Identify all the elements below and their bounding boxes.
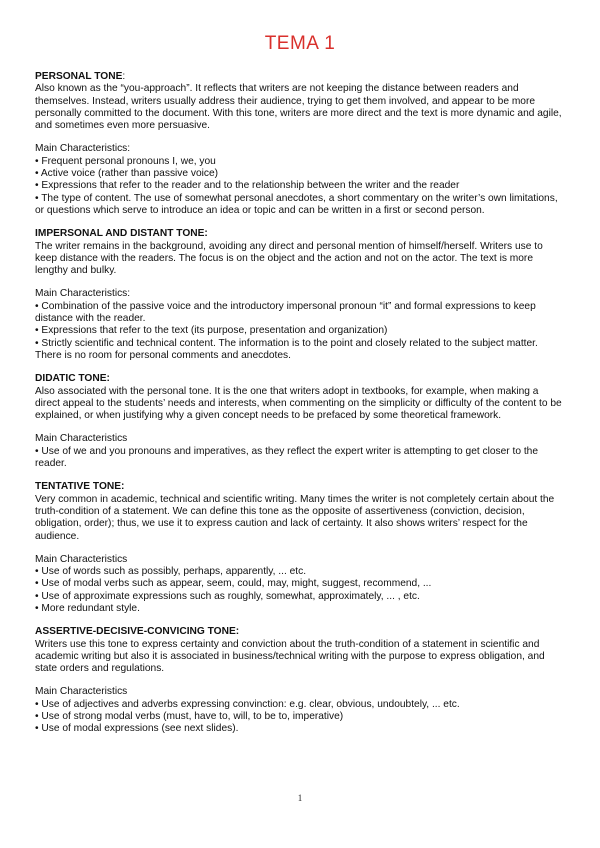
section-heading: DIDATIC TONE: bbox=[35, 373, 110, 385]
section-paragraph: Also known as the “you-approach”. It reflects that writers are not keeping the distance between readers and themselves. Instead, writers usually address their audience, trying to get them involved, and appear to be more personally committed to the document. With this tone, writers are more direct and the text is more dynamic and agile, and sometimes even more persuasive. bbox=[35, 83, 562, 132]
section-paragraph: Very common in academic, technical and scientific writing. Many times the writer is not completely certain about the truth-condition of a statement. We can define this tone as the opposite of assertiveness (conviction, decision, obligation, order); thus, we use it to express caution and lack of certainty. It also shows writers’ respect for the audience. bbox=[35, 493, 555, 542]
heading-suffix: : bbox=[122, 71, 126, 82]
list-item: • Strictly scientific and technical content. The information is to the point and closely related to the subject matter. There is no room for personal comments and anecdotes. bbox=[35, 337, 538, 361]
main-characteristics-label: Main Characteristics: bbox=[35, 143, 131, 155]
section-tentative-tone bbox=[35, 481, 565, 615]
list-item: • Active voice (rather than passive voice) bbox=[35, 168, 219, 180]
section-heading: TENTATIVE TONE: bbox=[35, 481, 125, 493]
section-heading: IMPERSONAL AND DISTANT TONE: bbox=[35, 228, 208, 240]
list-item: • Expressions that refer to the text (its purpose, presentation and organization) bbox=[35, 325, 388, 337]
list-item: • Use of strong modal verbs (must, have to, will, to be to, imperative) bbox=[35, 711, 344, 723]
list-item: • Use of modal expressions (see next slides). bbox=[35, 723, 239, 735]
list-item: • More redundant style. bbox=[35, 602, 140, 614]
list-item: • The type of content. The use of somewhat personal anecdotes, a short commentary on the writer’s own limitations, or questions which serve to introduce an idea or topic and can be written in a first or second person. bbox=[35, 192, 558, 216]
section-paragraph: The writer remains in the background, avoiding any direct and personal mention of himself/herself. Writers use to keep distance with the readers. The focus is on the object and the action and not on the actor. The text is more lengthy and bulky. bbox=[35, 240, 543, 277]
list-item: • Frequent personal pronouns I, we, you bbox=[35, 155, 216, 167]
main-characteristics-label: Main Characteristics bbox=[35, 433, 128, 445]
list-item: • Combination of the passive voice and the introductory impersonal pronoun “it” and formal expressions to keep distance with the reader. bbox=[35, 300, 536, 325]
page-title: TEMA 1 bbox=[264, 33, 336, 54]
list-item: • Expressions that refer to the reader and to the relationship between the writer and the reader bbox=[35, 180, 460, 192]
section-heading: ASSERTIVE-DECISIVE-CONVICING TONE: bbox=[35, 626, 240, 638]
page-number: 1 bbox=[297, 793, 303, 803]
list-item: • Use of approximate expressions such as roughly, somewhat, approximately, ... , etc. bbox=[35, 590, 420, 602]
section-personal-tone bbox=[35, 71, 565, 217]
section-heading bbox=[35, 71, 565, 83]
list-item: • Use of words such as possibly, perhaps, apparently, ... etc. bbox=[35, 566, 307, 578]
main-characteristics-label: Main Characteristics: bbox=[35, 288, 131, 300]
section-paragraph: Also associated with the personal tone. It is the one that writers adopt in textbooks, for example, when making a direct appeal to the students’ needs and interests, when commenting on the simplicity or difficulty of the content to be explained, or when justifying why a given concept needs to be prefaced by some theoretical framework. bbox=[35, 385, 562, 422]
main-characteristics-label: Main Characteristics bbox=[35, 686, 128, 698]
list-item: • Use of we and you pronouns and imperatives, as they reflect the expert writer is attempting to get closer to the reader. bbox=[35, 445, 539, 470]
section-impersonal-tone bbox=[35, 228, 565, 362]
heading-text: PERSONAL TONE bbox=[35, 71, 123, 82]
list-item: • Use of modal verbs such as appear, seem, could, may, might, suggest, recommend, ... bbox=[35, 578, 432, 590]
section-paragraph: Writers use this tone to express certainty and conviction about the truth-condition of a statement in scientific and academic writing but also it is associated in business/technical writing with the purpose to express obligation, and state orders and regulations. bbox=[35, 638, 545, 675]
main-characteristics-label: Main Characteristics bbox=[35, 553, 128, 565]
list-item: • Use of adjectives and adverbs expressing convinction: e.g. clear, obvious, undoubtely, ... etc. bbox=[35, 698, 460, 710]
section-didatic-tone bbox=[35, 373, 565, 470]
document-body bbox=[35, 71, 565, 747]
section-assertive-tone bbox=[35, 626, 565, 735]
